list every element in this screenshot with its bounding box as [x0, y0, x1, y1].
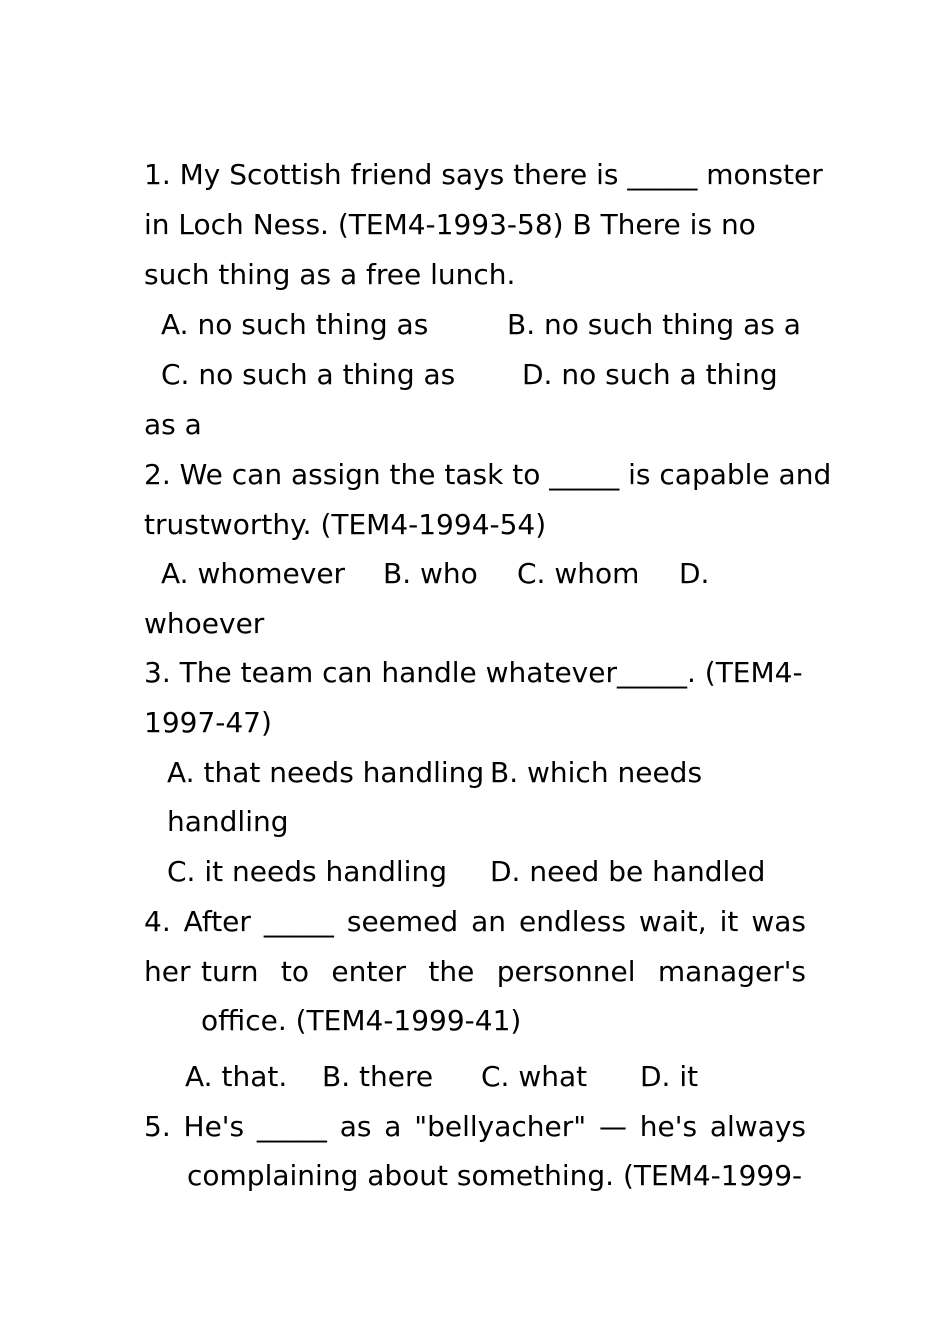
option-c: C. what [481, 1060, 588, 1093]
question-2-stem-line-1: 2. We can assign the task to _____ is capable and [144, 458, 832, 491]
option-a: A. whomever [161, 557, 346, 590]
question-1-stem-line-2: in Loch Ness. (TEM4-1993-58) B There is no [144, 208, 756, 241]
question-1-stem-line-1: 1. My Scottish friend says there is _____ monster [144, 158, 823, 191]
option-d: D. no such a thing [522, 358, 778, 391]
option-d: D. need be handled [490, 855, 766, 888]
question-3-stem-line-1: 3. The team can handle whatever_____. (TEM4- [144, 656, 803, 689]
option-a: A. that. [185, 1060, 288, 1093]
question-1-stem-line-3: such thing as a free lunch. [144, 258, 516, 291]
question-3-stem-line-2: 1997-47) [144, 706, 272, 739]
option-d-continued: whoever [144, 607, 265, 640]
question-4-stem-line-2: turn to enter the personnel manager's [201, 955, 806, 988]
question-4-stem-line-1: 4. After _____ seemed an endless wait, it was her [144, 905, 806, 988]
option-d: D. [679, 557, 710, 590]
option-c: C. whom [517, 557, 640, 590]
option-b: B. there [322, 1060, 434, 1093]
option-d: D. it [640, 1060, 699, 1093]
question-2-stem-line-2: trustworthy. (TEM4-1994-54) [144, 508, 547, 541]
question-5-stem-line-1: 5. He's _____ as a "bellyacher" — he's always [144, 1110, 806, 1143]
option-a: A. that needs handling [167, 756, 485, 789]
option-a: A. no such thing as [161, 308, 429, 341]
option-c: C. it needs handling [167, 855, 447, 888]
option-b: B. no such thing as a [507, 308, 801, 341]
option-c: C. no such a thing as [161, 358, 456, 391]
option-b: B. which needs [490, 756, 703, 789]
question-4-stem-line-3: office. (TEM4-1999-41) [201, 1004, 522, 1037]
question-5-stem-line-2: complaining about something. (TEM4-1999- [187, 1159, 803, 1192]
option-b: B. who [383, 557, 478, 590]
option-d-continued: as a [144, 408, 202, 441]
option-b-continued: handling [167, 805, 289, 838]
